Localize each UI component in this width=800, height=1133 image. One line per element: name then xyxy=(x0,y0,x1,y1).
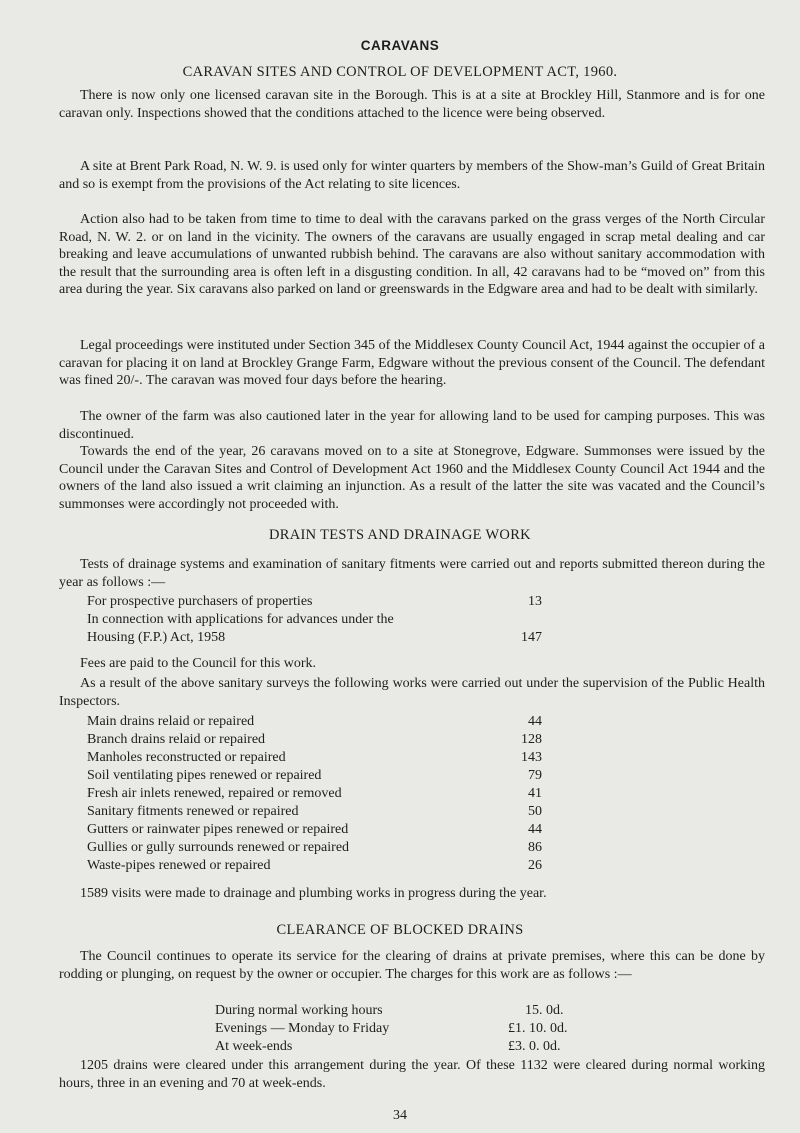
blocked-drains-heading: CLEARANCE OF BLOCKED DRAINS xyxy=(276,922,524,938)
caravan-paragraph: Legal proceedings were instituted under Section 345 of the Middlesex County Council Act, 1944 against the occupier of a caravan for placing it on land at Brockley Grange Farm, Edgware without the previous consent of the Council. The defendant was fined 20/-. The caravan was moved four days before the hearing. xyxy=(59,338,765,388)
caravan-paragraph: The owner of the farm was also cautioned later in the year for allowing land to be used for camping purposes. This was discontinued. xyxy=(59,409,765,442)
document-page: CARAVANS CARAVAN SITES AND CONTROL OF DEVELOPMENT ACT, 1960. There is now only one licensed caravan site in the Borough. This is at a site at Brockley Hill, Stanmore and is for one caravan only. Inspections showed that the conditions attached to the licence were being observed. A site at Brent Park Road, N. W. 9. is used only for winter quarters by members of the Show-man’s Guild of Great Britain and so is exempt from the provisions of the Act relating to site licences. Action also had to be taken from time to time to deal with the caravans parked on the grass verges of the North Circular Road, N. W. 2. or on land in the vicinity. The owners of the caravans are usually engaged in scrap metal dealing and car breaking and leave accumulations of unwanted rubbish behind. The caravans are also without sanitary accommodation with the result that the surrounding area is often left in a disgusting condition. In all, 42 caravans had to be “moved on” from this area during the year. Six caravans also parked on land or greenswards in the Edgware area and had to be dealt with similarly. Legal proceedings were instituted under Section 345 of the Middlesex County Council Act, 1944 against the occupier of a caravan for placing it on land at Brockley Grange Farm, Edgware without the previous consent of the Council. The defendant was fined 20/-. The caravan was moved four days before the hearing. The owner of the farm was also cautioned later in the year for allowing land to be used for camping purposes. This was discontinued. Towards the end of the year, 26 caravans moved on to a site at Stonegrove, Edgware. Summonses were issued by the Council under the Caravan Sites and Control of Development Act 1960 and the Middlesex County Council Act 1944 and the owners of the land also issued a writ claiming an injunction. As a result of the latter the site was vacated and the Council’s summonses were accordingly not proceeded with. DRAIN TESTS AND DRAINAGE WORK Tests of drainage systems and examination of sanitary fitments were carried out and reports submitted thereon during the year as follows :— For prospective purchasers of properties 13 In connection with applications for advances under the Housing (F.P.) Act, 1958 147 Fees are paid to the Council for this work. As a result of the above sanitary surveys the following works were carried out under the supervision of the Public Health Inspectors. Main drains relaid or repaired 44 Branch drains relaid or repaired 128 Manholes reconstructed or repaired 143 Soil ventilating pipes renewed or repaired 79 Fresh air inlets renewed, repaired or removed 41 Sanitary fitments renewed or repaired 50 Gutters or rainwater pipes renewed or repaired 44 Gullies or gully surrounds renewed or repaired 86 Waste-pipes renewed or repaired 26 1589 visits were made to drainage and plumbing works in progress during the year. CLEARANCE OF BLOCKED DRAINS The Council continues to operate its service for the clearing of drains at private premises, where this can be done by rodding or plunging, on request by the owner or occupier. The charges for this work are as follows :— During normal working hours 15. 0d. Evenings — Monday to Friday £1. 10. 0d. At week-ends £3. 0. 0d. 1205 drains were cleared under this arrangement during the year. Of these 1132 were cleared during normal working hours, three in an evening and 70 at week-ends. 34 xyxy=(0,0,800,1133)
fees-note: Fees are paid to the Council for this work. xyxy=(80,656,317,671)
works-intro: As a result of the above sanitary surveys the following works were carried out under the supervision of the Public Health Inspectors. xyxy=(59,676,765,709)
blocked-drains-intro: The Council continues to operate its service for the clearing of drains at private premises, where this can be done by rodding or plunging, on request by the owner or occupier. The charges for this work are as follows :— xyxy=(59,949,765,982)
drain-tests-intro: Tests of drainage systems and examination of sanitary fitments were carried out and reports submitted thereon during the year as follows :— xyxy=(59,557,765,590)
drain-tests-heading: DRAIN TESTS AND DRAINAGE WORK xyxy=(269,527,531,543)
page-number: 34 xyxy=(393,1108,407,1123)
page-heading: CARAVANS xyxy=(360,38,440,53)
caravan-paragraph: A site at Brent Park Road, N. W. 9. is used only for winter quarters by members of the Show-man’s Guild of Great Britain and so is exempt from the provisions of the Act relating to site licences. xyxy=(59,159,765,192)
blocked-drains-closing: 1205 drains were cleared under this arrangement during the year. Of these 1132 were cleared during normal working hours, three in an evening and 70 at week-ends. xyxy=(59,1058,765,1091)
visits-note: 1589 visits were made to drainage and plumbing works in progress during the year. xyxy=(80,886,547,901)
act-heading: CARAVAN SITES AND CONTROL OF DEVELOPMENT ACT, 1960. xyxy=(182,64,618,80)
caravan-paragraph: Towards the end of the year, 26 caravans moved on to a site at Stonegrove, Edgware. Summonses were issued by the Council under the Caravan Sites and Control of Development Act 1960 and the Middlesex County Council Act 1944 and the owners of the land also issued a writ claiming an injunction. As a result of the latter the site was vacated and the Council’s summonses were accordingly not proceeded with. xyxy=(59,444,765,512)
caravan-paragraph: Action also had to be taken from time to time to deal with the caravans parked on the grass verges of the North Circular Road, N. W. 2. or on land in the vicinity. The owners of the caravans are usually engaged in scrap metal dealing and car breaking and leave accumulations of unwanted rubbish behind. The caravans are also without sanitary accommodation with the result that the surrounding area is often left in a disgusting condition. In all, 42 caravans had to be “moved on” from this area during the year. Six caravans also parked on land or greenswards in the Edgware area and had to be dealt with similarly. xyxy=(59,212,765,297)
caravan-paragraph: There is now only one licensed caravan site in the Borough. This is at a site at Brockley Hill, Stanmore and is for one caravan only. Inspections showed that the conditions attached to the licence were being observed. xyxy=(59,88,765,121)
